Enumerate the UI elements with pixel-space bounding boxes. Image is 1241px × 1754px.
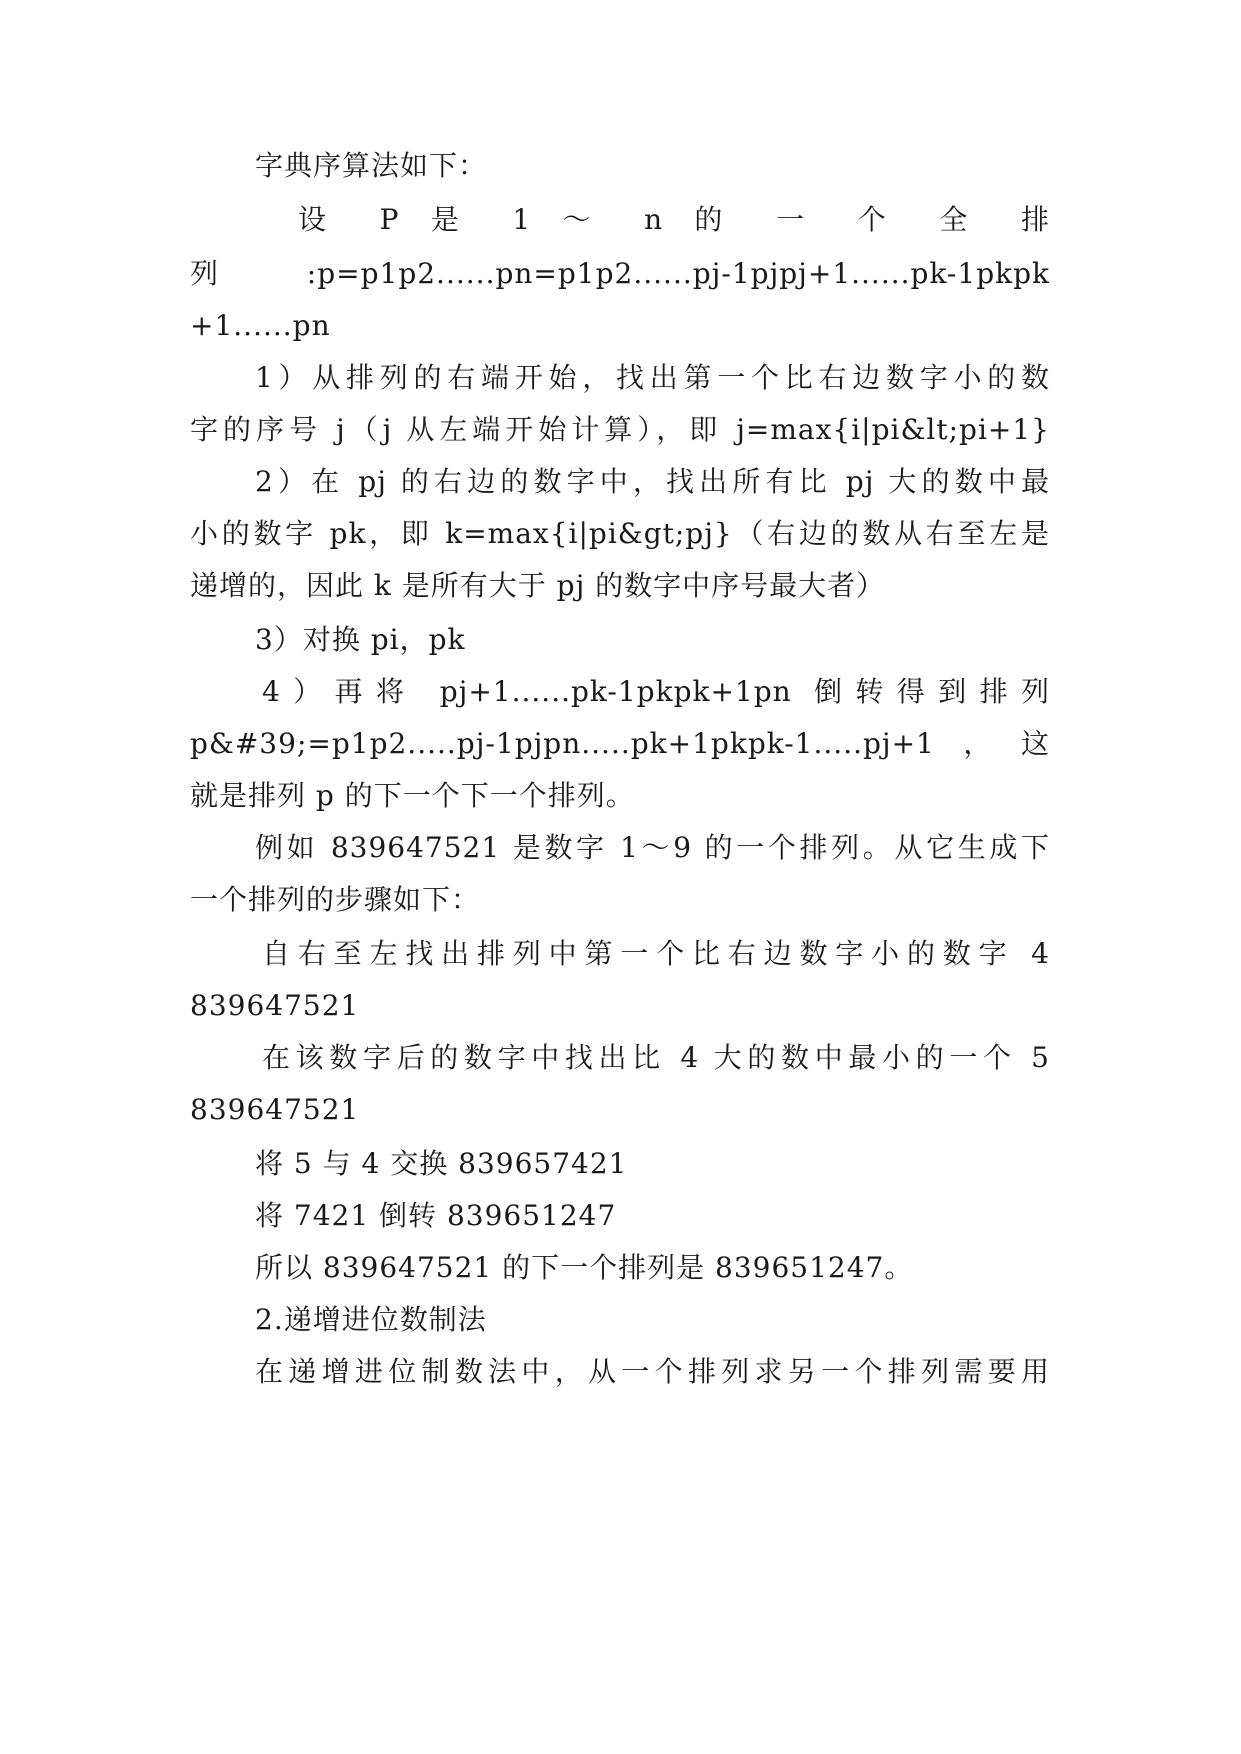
paragraph-line: 3）对换 pi，pk [255,623,466,656]
paragraph-line: 将 7421 倒转 839651247 [255,1199,617,1232]
paragraph-line: 839647521 [190,989,360,1022]
paragraph-line: 在递增进位制数法中，从一个排列求另一个排列需要用 [255,1355,1050,1388]
paragraph-line: 一个排列的步骤如下： [190,883,481,916]
paragraph-line: 例如 839647521 是数字 1～9 的一个排列。从它生成下 [255,831,1050,864]
paragraph-line: 递增的，因此 k 是所有大于 pj 的数字中序号最大者） [190,569,886,602]
paragraph-line: 自右至左找出排列中第一个比右边数字小的数字 4 [262,937,1050,970]
paragraph-line: 839647521 [190,1093,360,1126]
paragraph-line: 所以 839647521 的下一个排列是 839651247。 [255,1251,914,1284]
paragraph-line: 小的数字 pk，即 k=max{i|pi&gt;pj}（右边的数从右至左是 [190,517,1050,550]
paragraph-line: 就是排列 p 的下一个下一个排列。 [190,779,635,812]
paragraph-line: 将 5 与 4 交换 839657421 [255,1147,628,1180]
paragraph-line: 字典序算法如下： [255,149,488,182]
paragraph-line: 4）再将 pj+1......pk-1pkpk+1pn 倒转得到排列 [262,675,1050,708]
paragraph-line: 字的序号 j（j 从左端开始计算），即 j=max{i|pi&lt;pi+1} [190,413,1050,446]
paragraph-line: p&#39;=p1p2.....pj-1pjpn.....pk+1pkpk-1.....pj+1，这 [190,727,1050,760]
paragraph-line: 2）在 pj 的右边的数字中，找出所有比 pj 大的数中最 [255,465,1050,498]
paragraph-line: 设 P 是 1 ～ n 的 一 个 全 排 [298,203,1050,236]
paragraph-line: 1）从排列的右端开始，找出第一个比右边数字小的数 [255,361,1050,394]
paragraph-line: +1......pn [190,309,331,342]
section-heading: 2.递增进位数制法 [255,1303,487,1336]
paragraph-line: 在该数字后的数字中找出比 4 大的数中最小的一个 5 [262,1041,1050,1074]
paragraph-line: 列:p=p1p2......pn=p1p2......pj-1pjpj+1......pk-1pkpk [190,257,1050,290]
